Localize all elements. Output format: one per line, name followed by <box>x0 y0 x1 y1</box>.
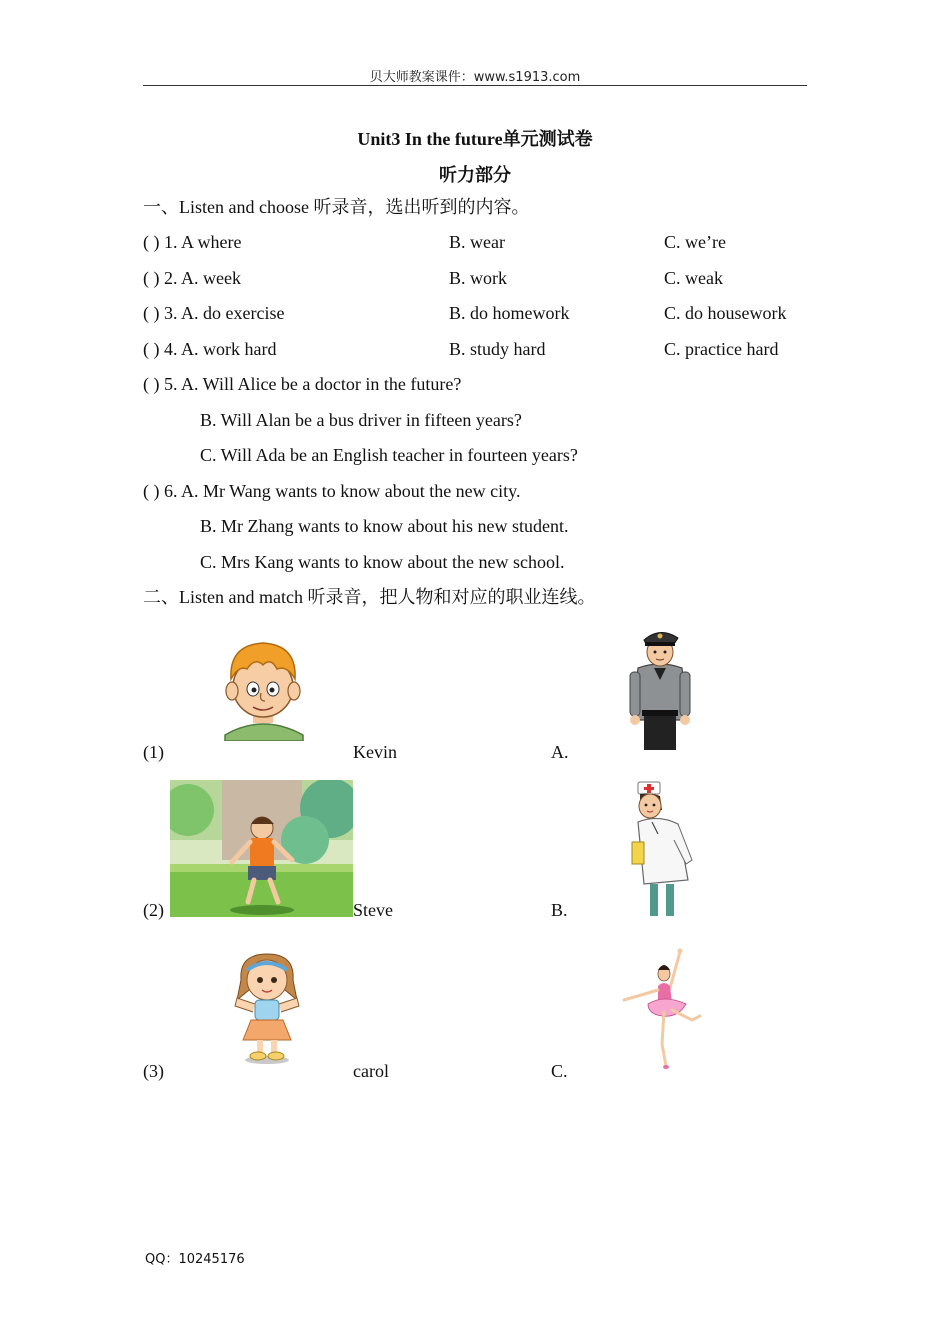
page-footer: QQ：10245176 <box>145 1252 245 1267</box>
match-3-letter: C. <box>551 1061 568 1081</box>
question-4: ( ) 4. A. work hard <box>143 339 277 359</box>
question-1: ( ) 1. A where <box>143 232 242 252</box>
match-3-name: carol <box>353 1061 389 1081</box>
match-2-letter: B. <box>551 900 568 920</box>
page-header: 贝大师教案课件：www.s1913.com <box>369 70 581 85</box>
question-6-option-c: C. Mrs Kang wants to know about the new school. <box>200 552 565 572</box>
page-subtitle: 听力部分 <box>439 165 511 185</box>
question-6-option-b: B. Mr Zhang wants to know about his new student. <box>200 516 569 536</box>
police-officer-icon <box>624 624 696 752</box>
page-title: Unit3 In the future单元测试卷 <box>357 129 593 149</box>
nurse-icon <box>630 780 702 918</box>
question-5-option-c: C. Will Ada be an English teacher in fourteen years? <box>200 445 578 465</box>
question-6: ( ) 6. A. Mr Wang wants to know about the new city. <box>143 481 521 501</box>
match-1-name: Kevin <box>353 742 397 762</box>
question-3-option-c: C. do housework <box>664 303 787 323</box>
match-2-name: Steve <box>353 900 393 920</box>
match-1-number: (1) <box>143 742 164 762</box>
question-2: ( ) 2. A. week <box>143 268 241 288</box>
question-1-option-c: C. we’re <box>664 232 726 252</box>
question-4-option-c: C. practice hard <box>664 339 779 359</box>
girl-icon <box>225 950 309 1066</box>
question-2-option-c: C. weak <box>664 268 723 288</box>
question-3: ( ) 3. A. do exercise <box>143 303 285 323</box>
boy-face-icon <box>215 635 311 741</box>
ballet-dancer-icon <box>618 946 704 1070</box>
section2-heading: 二、Listen and match 听录音，把人物和对应的职业连线。 <box>143 587 596 607</box>
question-4-option-b: B. study hard <box>449 339 546 359</box>
match-1-letter: A. <box>551 742 569 762</box>
boy-in-park-icon <box>170 780 353 917</box>
section1-heading: 一、Listen and choose 听录音，选出听到的内容。 <box>143 197 530 217</box>
question-5-option-b: B. Will Alan be a bus driver in fifteen years? <box>200 410 522 430</box>
question-1-option-b: B. wear <box>449 232 505 252</box>
header-divider <box>143 85 807 86</box>
match-3-number: (3) <box>143 1061 164 1081</box>
match-2-number: (2) <box>143 900 164 920</box>
question-2-option-b: B. work <box>449 268 507 288</box>
question-5: ( ) 5. A. Will Alice be a doctor in the future? <box>143 374 462 394</box>
question-3-option-b: B. do homework <box>449 303 570 323</box>
